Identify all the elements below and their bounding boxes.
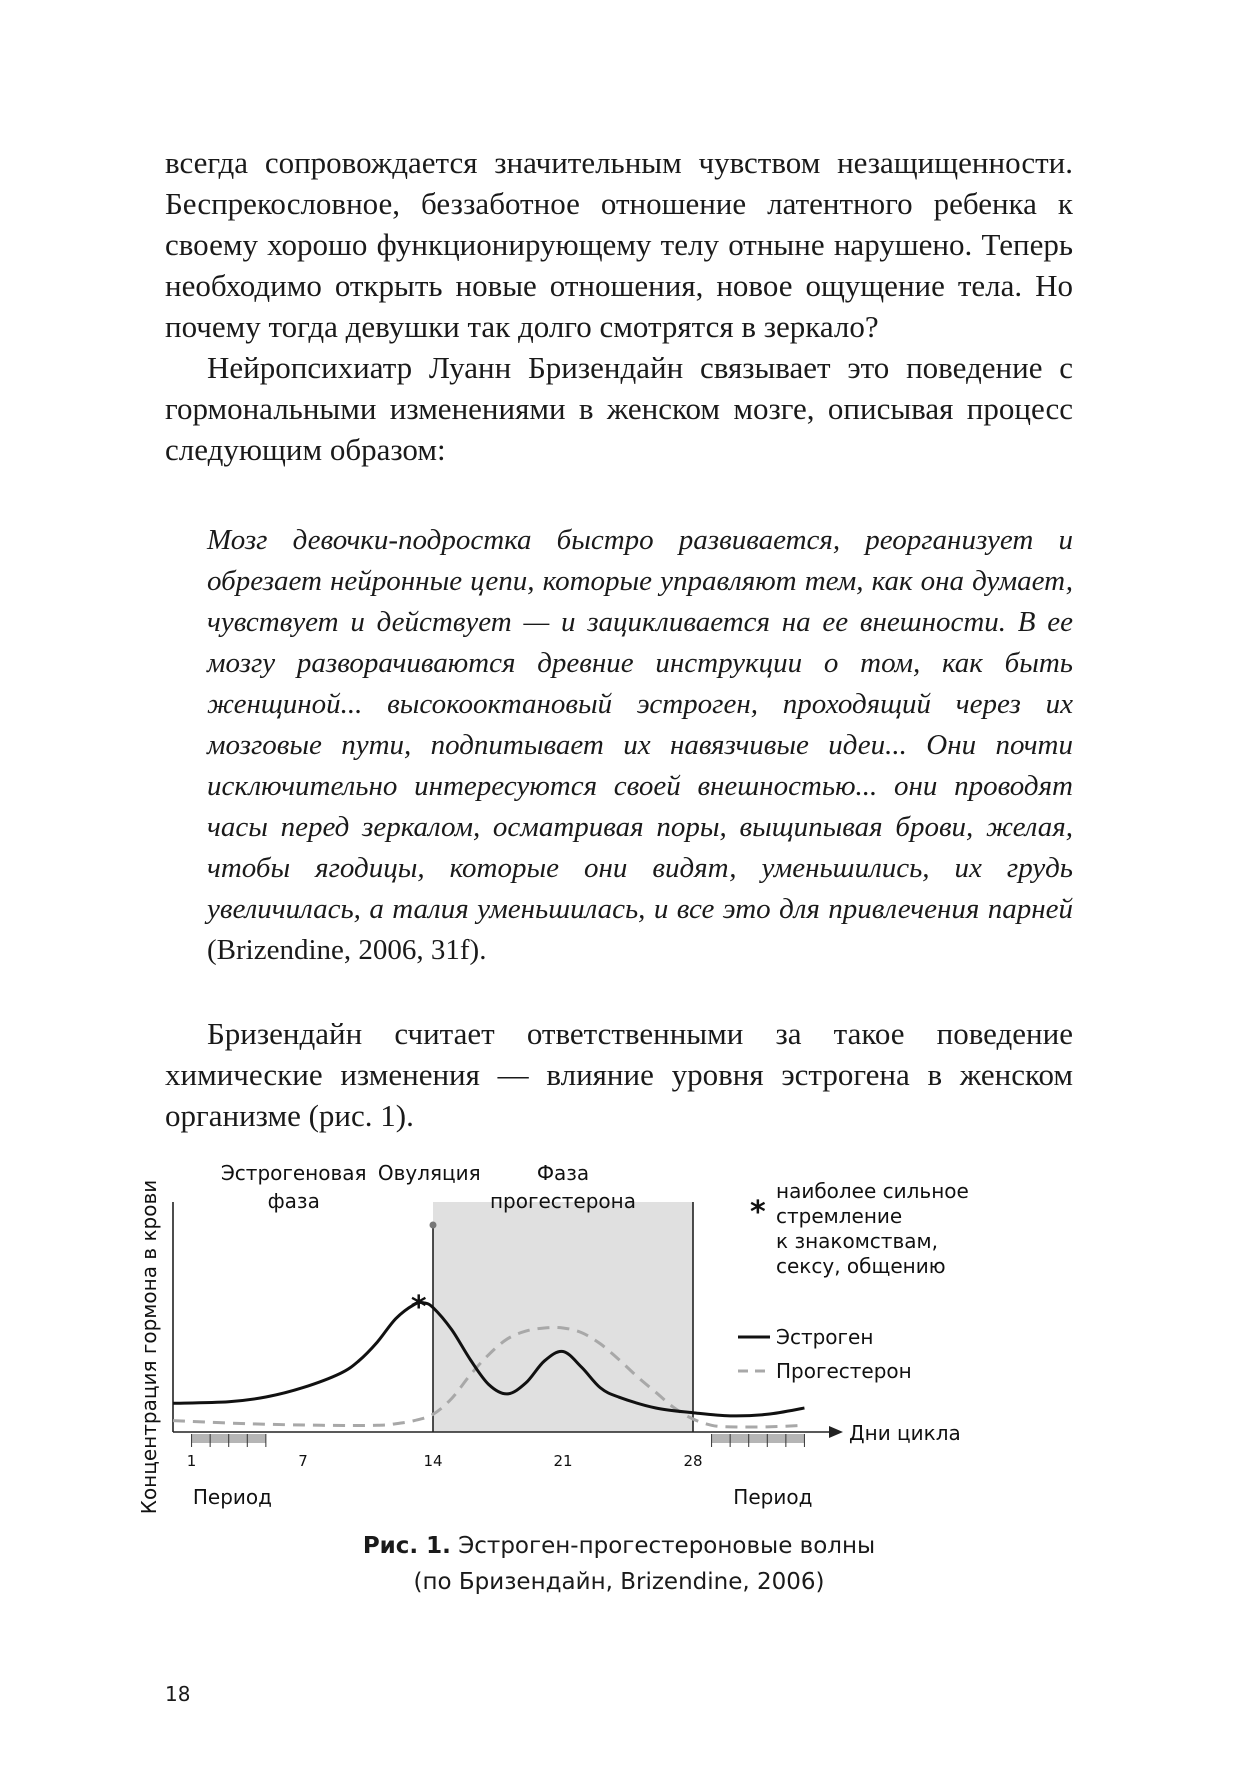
period-bars [192, 1434, 805, 1447]
x-axis-arrow [829, 1426, 843, 1438]
paragraph-2: Нейропсихиатр Луанн Бризендайн связывает это поведение с гормональными изменениями в женском мозге, описывая процесс следующим образом: [165, 350, 1073, 467]
ovulation-marker [430, 1222, 437, 1229]
caption-label: Рис. 1. [362, 1533, 451, 1559]
phase-label-progesterone-2: прогестерона [489, 1189, 637, 1213]
phase-label-progesterone: Фаза [536, 1161, 590, 1185]
paragraph-1: всегда сопровождается значительным чувством незащищенности. Беспрекословное, беззаботное отношение латентного ребенка к своему хорошо функционирующему телу отныне нарушено. Теперь необходимо открыть новые отношения, новое ощущение тела. Но почему тогда девушки так долго смотрятся в зеркало? [165, 145, 1073, 344]
phase-label-estrogen: Эстрогеновая [220, 1161, 367, 1185]
x-tick-label: 1 [186, 1452, 197, 1470]
legend-label-progesterone: Прогестерон [776, 1359, 912, 1383]
quote-citation: (Brizendine, 2006, 31f). [207, 934, 487, 966]
x-tick-label: 14 [423, 1452, 443, 1470]
x-axis-label: Дни цикла [849, 1421, 961, 1445]
body-text [165, 142, 1073, 470]
page-number: 18 [165, 1682, 191, 1706]
caption-line-1: Эстроген-прогестероновые волны [450, 1533, 876, 1559]
legend-label-estrogen: Эстроген [776, 1325, 874, 1349]
x-ticks [187, 1452, 703, 1470]
hormone-chart [137, 1160, 1100, 1515]
phase-label-estrogen-2: фаза [267, 1189, 320, 1213]
figure-caption [165, 1528, 1073, 1600]
figure-chart [137, 1160, 1100, 1515]
block-quote [207, 520, 1073, 971]
note-line: наиболее сильное [776, 1179, 969, 1203]
paragraph-3: Бризендайн считает ответственными за такое поведение химические изменения — влияние уровня эстрогена в женском организме (рис. 1). [165, 1016, 1073, 1133]
period-label-right: Период [733, 1485, 813, 1509]
x-tick-label: 28 [683, 1452, 703, 1470]
x-tick-label: 7 [298, 1452, 308, 1470]
x-tick-label: 21 [553, 1452, 573, 1470]
quote-text: Мозг девочки-подростка быстро развивается, реорганизует и обрезает нейронные цепи, которые управляют тем, как она думает, чувствует и действует — и зацикливается на ее внешности. В ее мозгу разворачиваются древние инструкции о том, как быть женщиной... высокооктановый эстроген, проходящий через их мозговые пути, подпитывает их навязчивые идеи... Они почти исключительно интересуются своей внешностью... они проводят часы перед зеркалом, осматривая поры, выщипывая брови, желая, чтобы ягодицы, которые они видят, уменьшились, их грудь увеличилась, а талия уменьшилась, и все это для привлечения парней [207, 524, 1073, 925]
star-marker: * [410, 1289, 427, 1325]
period-bar [712, 1434, 805, 1443]
caption-line-2: (по Бризендайн, Brizendine, 2006) [413, 1569, 825, 1595]
phase-label-ovulation: Овуляция [377, 1161, 481, 1185]
note-line: стремление [776, 1204, 903, 1228]
period-label-left: Период [192, 1485, 272, 1509]
note-line: к знакомствам, [776, 1229, 938, 1253]
y-axis-label: Концентрация гормона в крови [137, 1179, 161, 1515]
note-star-icon: * [750, 1195, 766, 1230]
note-line: сексу, общению [776, 1254, 946, 1278]
progesterone-phase-shading [433, 1202, 693, 1432]
